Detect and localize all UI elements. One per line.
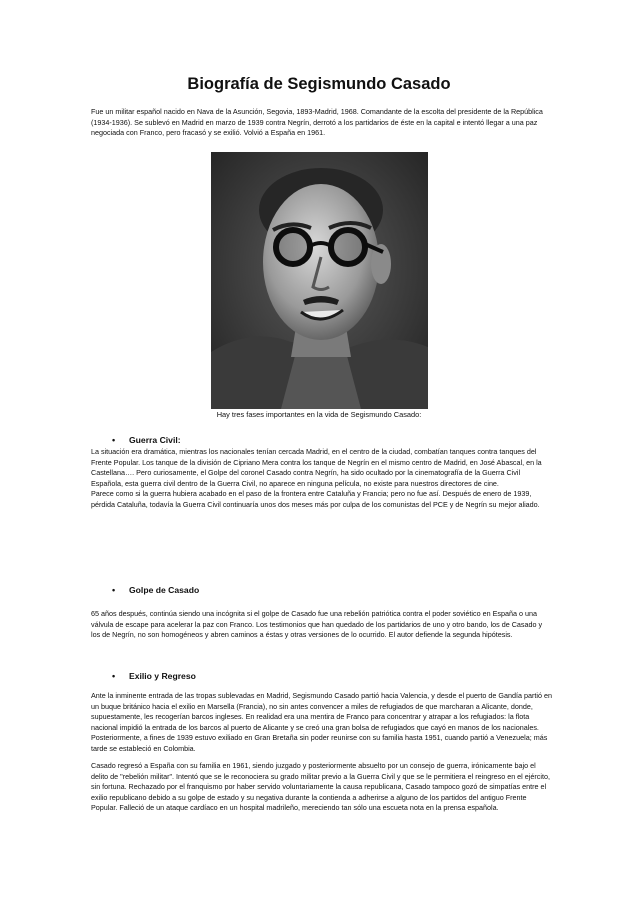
intro-paragraph: Fue un militar español nacido en Nava de la Asunción, Segovia, 1893-Madrid, 1968. Comandante de la escolta del presidente de la República (1934-1936). Se sublevó en Madrid en marzo de 1939 contra Negrín, derrotó a los partidarios de éste en la capital e intentó llegar a una paz negociada con Franco, pero fracasó y se exilió. Volvió a España en 1961. xyxy=(91,107,543,138)
photo-caption: Hay tres fases importantes en la vida de Segismundo Casado: xyxy=(216,410,422,419)
section-heading-golpe-de-casado: Golpe de Casado xyxy=(129,585,200,595)
section-paragraph: Parece como si la guerra hubiera acabado en el paso de la frontera entre Cataluña y Francia; pero no fue así. Después de enero de 1939, pérdida Cataluña, todavía la Guerra Civil continuaría unos dos meses más por culpa de los comunistas del PCE y de Negrín su mejor aliado. xyxy=(91,489,540,509)
portrait-icon xyxy=(211,152,428,409)
section-heading-guerra-civil: Guerra Civil: xyxy=(129,435,181,445)
bullet-icon: • xyxy=(112,435,116,445)
bullet-icon: • xyxy=(112,585,116,595)
section-heading-exilio-y-regreso: Exilio y Regreso xyxy=(129,671,196,681)
section-paragraph: La situación era dramática, mientras los nacionales tenían cercada Madrid, en el centro de la ciudad, combatían tanques contra tanques del Frente Popular. Los tanque de la división de Cipriano Mera contra los tanque de Negrín en el mismo centro de Madrid, en José Abascal, en la Castellana…. Pero curiosamente, el Golpe del coronel Casado contra Negrín, ha sido ocultado por la cinematografía de la Guerra Civil Española, esta guerra civil dentro de la Guerra Civil, no aparece en ninguna película, no existe para nuestros directores de cine. xyxy=(91,447,542,488)
section-paragraph: Ante la inminente entrada de las tropas sublevadas en Madrid, Segismundo Casado partió hacia Valencia, y desde el puerto de Gandía partió en un buque británico hacia el exilio en Marsella (Francia), no sin antes convencer a miles de refugiados de que marcharan a Alicante, donde, supuestamente, les recogerían barcos ingleses. En realidad era una mentira de Franco para concentrar y atrapar a los refugiados: la flota nacional impidió la entrada de los barcos al puerto de Alicante y se creó una gran bolsa de refugiados que cayó en manos de los nacionales. Posteriormente, a fines de 1939 estuvo exiliado en Gran Bretaña sin poder reunirse con su familia hasta 1951, cuando partió a Venezuela; más tarde se estableció en Colombia. xyxy=(91,691,552,753)
portrait-photo xyxy=(211,152,428,409)
page-title: Biografía de Segismundo Casado xyxy=(187,75,451,93)
section-paragraph: Casado regresó a España con su familia en 1961, siendo juzgado y posteriormente absuelto por un consejo de guerra, irónicamente bajo el delito de "rebelión militar". Intentó que se le reconociera su grado militar previo a la Guerra Civil y que se le permitiera el reingreso en el ejército, sin fortuna. Rechazado por el franquismo por haber servido voluntariamente la causa republicana, Casado tampoco gozó de simpatías entre el exilio republicano debido a su golpe de estado y su negativa durante la contienda a adherirse a alguno de los partidos del antiguo Frente Popular. Falleció de un ataque cardíaco en un hospital madrileño, mereciendo tan sólo una escueta nota en la prensa española. xyxy=(91,761,550,813)
bullet-icon: • xyxy=(112,671,116,681)
section-paragraph: 65 años después, continúa siendo una incógnita si el golpe de Casado fue una rebelión patriótica contra el poder soviético en España o una válvula de escape para acelerar la paz con Franco. Los testimonios que han quedado de los partidarios de uno y otro bando, los de Casado y los de Negrín, no son homogéneos y abren caminos a éstas y otras versiones de lo ocurrido. El autor defiende la segunda hipótesis. xyxy=(91,609,543,640)
